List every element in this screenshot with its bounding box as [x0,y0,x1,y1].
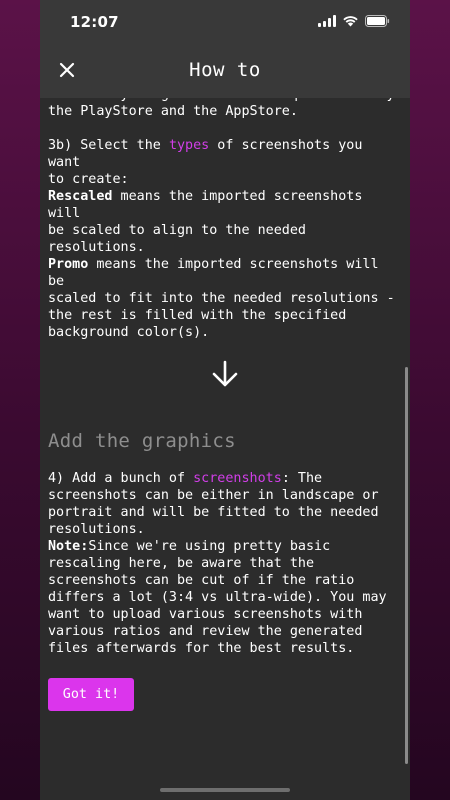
step-4-paragraph [48,470,400,657]
home-indicator[interactable] [160,788,290,792]
promo-text: means the imported screenshots will be scaled to fit into the needed resolutions - the rest is filled with the specified background color(s). [48,257,395,340]
arrow-down-icon [211,360,239,388]
step-4-container [48,470,400,657]
intro-paragraph-tail: the PlayStore and the AppStore. [48,104,298,119]
rescaled-text: means the imported screenshots will be scaled to align to the needed resolutions. [48,189,363,255]
step-3b-paragraph [48,137,400,341]
top-app-bar [40,44,410,98]
background-right [410,0,450,800]
battery-icon [365,15,390,27]
status-bar [40,0,410,44]
promo-label: Promo [48,257,89,272]
step-3b-suffix: of screenshots you want to create: [48,138,363,187]
scroll-content[interactable] [40,98,410,800]
screenshots-link[interactable]: screenshots [193,471,282,486]
background-left [0,0,40,800]
content-inner [48,86,400,341]
scrollbar[interactable] [405,367,408,764]
step-4-suffix: : The screenshots can be either in landscape or portrait and will be fitted to the needed resolutions. [48,471,379,537]
note-label: Note: [48,539,89,554]
step-4-prefix: 4) Add a bunch of [48,471,194,486]
status-time: 12:07 [70,13,119,31]
status-icons [318,15,390,27]
cellular-signal-icon [318,15,336,27]
arrow-container [40,360,410,390]
types-link[interactable]: types [168,138,210,153]
app-screen [40,0,410,800]
page-title: How to [189,59,261,81]
got-it-button[interactable]: Got it! [48,678,134,711]
section-heading: Add the graphics [48,430,236,452]
note-text: Since we're using pretty basic rescaling here, be aware that the screenshots can be cut of if the ratio differs a lot (3:4 vs ultra-wide). You may want to upload various screenshots with various ratios and review the generated files afterwards for the best results. [48,539,387,656]
wifi-icon [342,15,359,27]
step-3b-prefix: 3b) Select the [48,138,169,153]
rescaled-label: Rescaled [48,189,113,204]
